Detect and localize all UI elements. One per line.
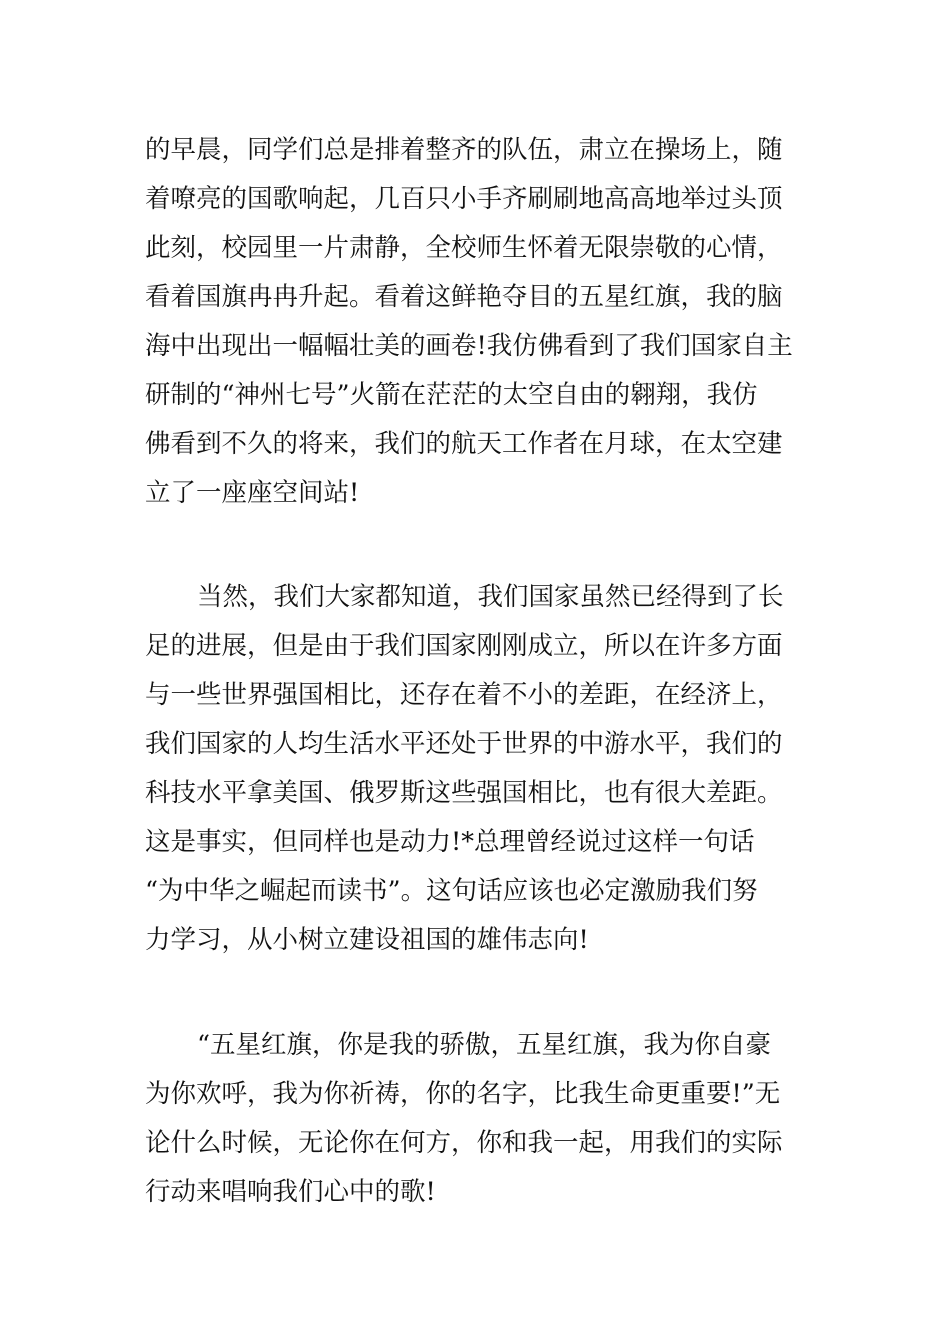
paragraph-first-line: “五星红旗，你是我的骄傲，五星红旗，我为你自豪 — [197, 1030, 772, 1060]
paragraph-first-line: 当然，我们大家都知道，我们国家虽然已经得到了长 — [197, 582, 784, 612]
paragraph-line: 为你欢呼，我为你祈祷，你的名字，比我生命更重要!”无 — [145, 1079, 781, 1109]
paragraph-line: 这是事实，但同样也是动力!*总理曾经说过这样一句话 — [145, 827, 755, 857]
paragraph-line: 着嘹亮的国歌响起，几百只小手齐刷刷地高高地举过头顶 — [145, 184, 783, 214]
paragraph-line: 与一些世界强国相比，还存在着不小的差距，在经济上， — [145, 680, 783, 710]
paragraph-line: 论什么时候，无论你在何方，你和我一起，用我们的实际 — [145, 1128, 783, 1158]
paragraph-line: 此刻，校园里一片肃静，全校师生怀着无限崇敬的心情， — [145, 233, 783, 263]
paragraph-1 — [145, 126, 810, 518]
paragraph-line: 海中出现出一幅幅壮美的画卷!我仿佛看到了我们国家自主 — [145, 331, 793, 361]
paragraph-line: 佛看到不久的将来，我们的航天工作者在月球，在太空建 — [145, 429, 783, 459]
paragraph-line: 看着国旗冉冉升起。看着这鲜艳夺目的五星红旗，我的脑 — [145, 282, 783, 312]
paragraph-line: 行动来唱响我们心中的歌! — [145, 1177, 436, 1207]
paragraph-2 — [145, 573, 810, 965]
paragraph-line: 研制的“神州七号”火箭在茫茫的太空自由的翱翔，我仿 — [145, 380, 758, 410]
paragraph-3 — [145, 1021, 810, 1217]
paragraph-line: 我们国家的人均生活水平还处于世界的中游水平，我们的 — [145, 729, 783, 759]
paragraph-line: 的早晨，同学们总是排着整齐的队伍，肃立在操场上，随 — [145, 135, 783, 165]
paragraph-line: 足的进展，但是由于我们国家刚刚成立，所以在许多方面 — [145, 631, 783, 661]
paragraph-line: “为中华之崛起而读书”。这句话应该也必定激励我们努 — [145, 876, 758, 906]
paragraph-line: 科技水平拿美国、俄罗斯这些强国相比，也有很大差距。 — [145, 778, 783, 808]
paragraph-line: 立了一座座空间站! — [145, 478, 360, 508]
paragraph-line: 力学习，从小树立建设祖国的雄伟志向! — [145, 925, 589, 955]
